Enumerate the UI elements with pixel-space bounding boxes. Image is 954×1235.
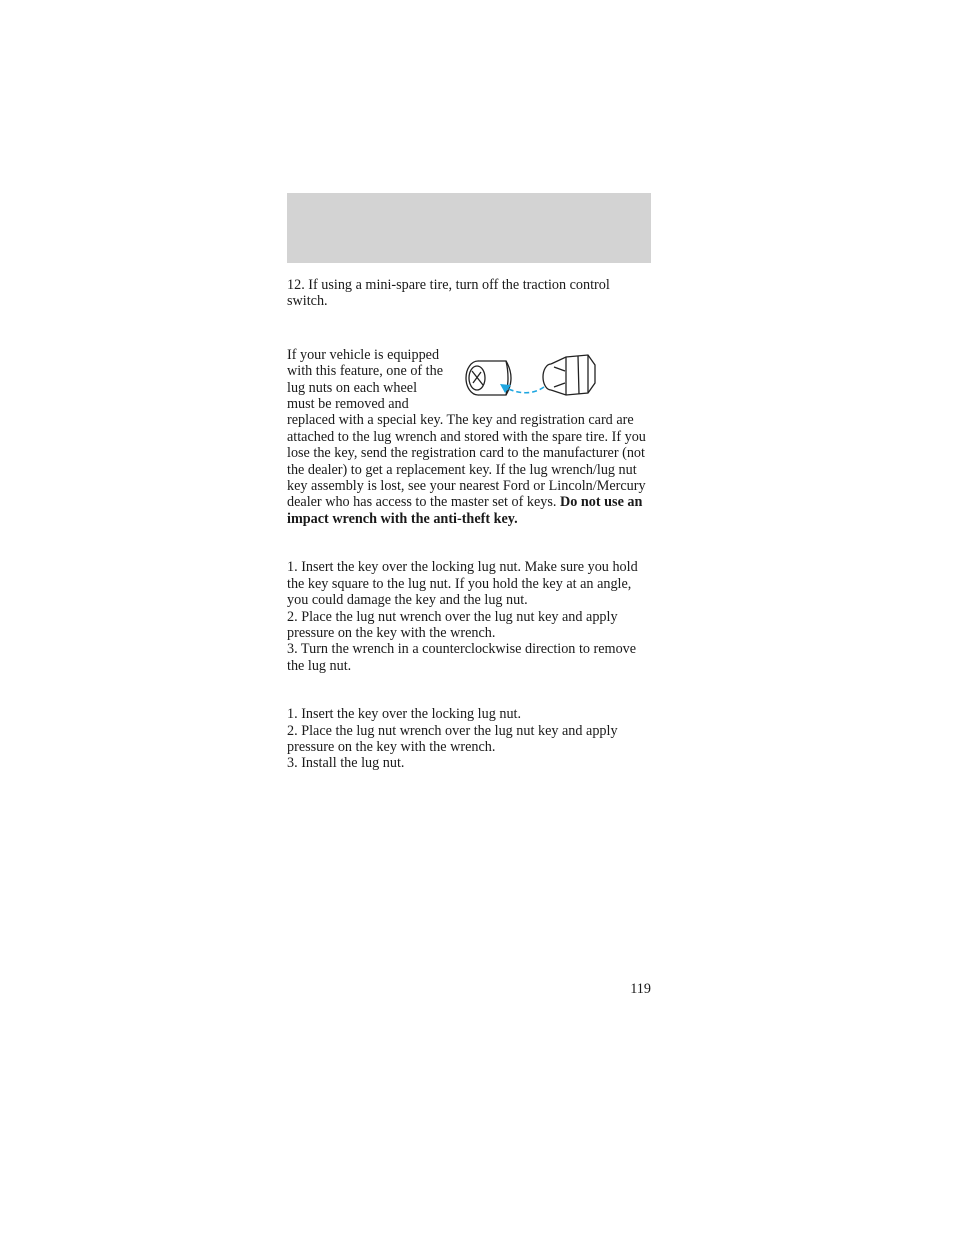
removal-step: 3. Turn the wrench in a counterclockwise direction to remove the lug nut. (287, 641, 637, 674)
anti-theft-text: If your vehicle is equipped with this feature, one of the lug nuts on each wheel must be removed and replaced with a special key. The key and registration card are attached to the lug wrench and stored with the spare tire. If you lose the key, send the registration card to the manufacturer (not the dealer) to get a replacement key. If the lug wrench/lug nut key assembly is lost, see your nearest Ford or Lincoln/Mercury dealer who has access to the master set of keys. (287, 346, 646, 511)
section-header-bar (287, 193, 651, 263)
removal-steps (287, 559, 653, 674)
install-step: 2. Place the lug nut wrench over the lug nut key and apply pressure on the key with the wrench. (287, 722, 618, 755)
removal-step: 1. Insert the key over the locking lug nut. Make sure you hold the key square to the lug nut. If you hold the key at an angle, you could damage the key and the lug nut. (287, 559, 638, 609)
install-step: 3. Install the lug nut. (287, 755, 405, 772)
step-12-text: 12. If using a mini-spare tire, turn off the traction control switch. (287, 277, 610, 310)
page-content (287, 277, 653, 772)
page-number: 119 (630, 981, 651, 997)
removal-step: 2. Place the lug nut wrench over the lug nut key and apply pressure on the key with the wrench. (287, 608, 618, 641)
anti-theft-warning: Do not use an impact wrench with the anti-theft key. (287, 494, 643, 527)
lug-nut-key-icon (448, 347, 653, 411)
anti-theft-section (287, 347, 653, 527)
install-step: 1. Insert the key over the locking lug nut. (287, 706, 522, 723)
install-steps (287, 706, 653, 772)
